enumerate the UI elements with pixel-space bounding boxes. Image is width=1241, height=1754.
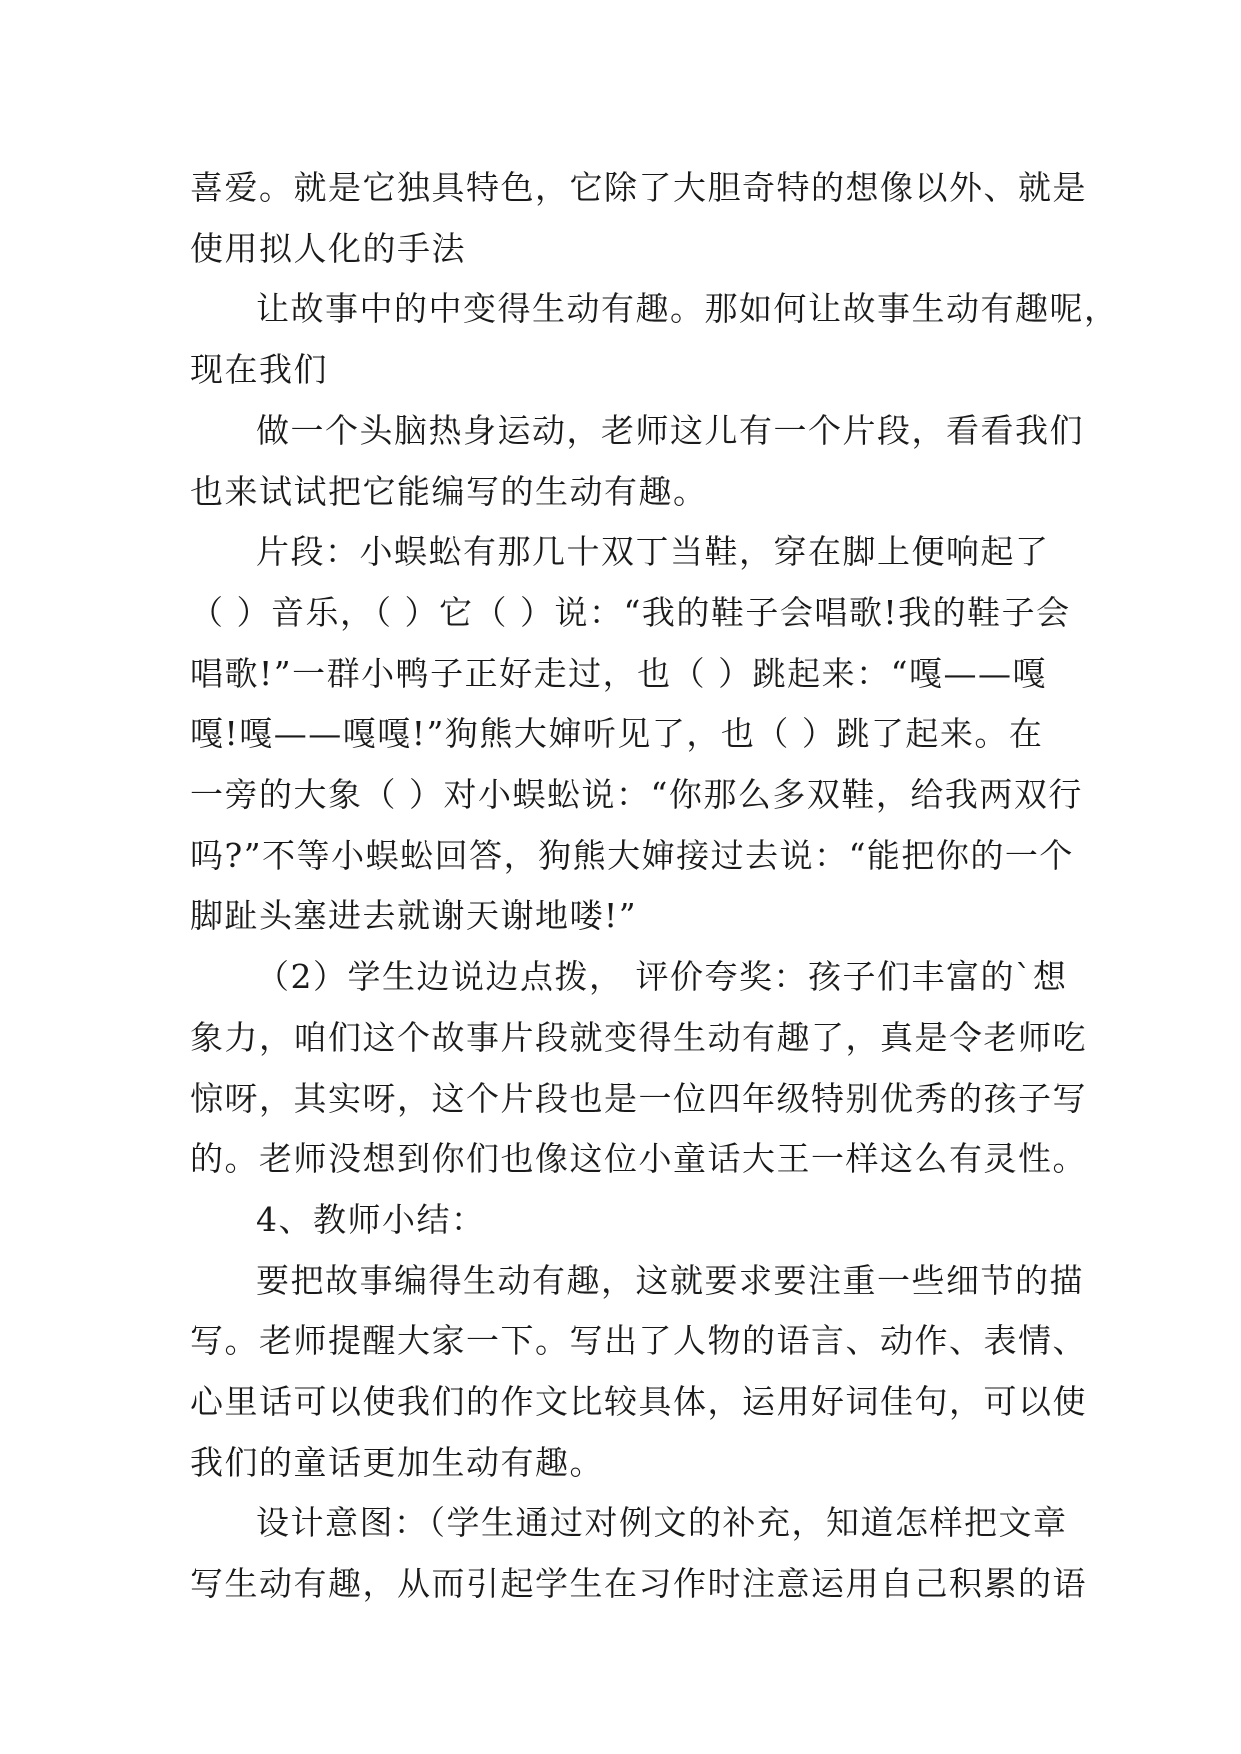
paragraph [190, 158, 1087, 279]
text-line: 惊呀，其实呀，这个片段也是一位四年级特别优秀的孩子写 [190, 1078, 1087, 1118]
text-line: 4、教师小结： [256, 1199, 486, 1239]
text-line: 的。老师没想到你们也像这位小童话大王一样这么有灵性。 [190, 1139, 1087, 1179]
text-line: 也来试试把它能编写的生动有趣。 [190, 471, 708, 511]
paragraph [190, 1190, 1070, 1251]
text-line: 吗?”不等小蜈蚣回答，狗熊大婶接过去说：“能把你的一个 [190, 835, 1074, 875]
text-line: （ ）音乐，（ ）它（ ）说：“我的鞋子会唱歌!我的鞋子会 [190, 592, 1071, 632]
text-line: 现在我们 [190, 350, 328, 390]
text-line: 使用拟人化的手法 [190, 228, 466, 268]
paragraph [190, 947, 1087, 1190]
text-line: 心里话可以使我们的作文比较具体，运用好词佳句，可以使 [190, 1382, 1087, 1422]
paragraph [190, 522, 1083, 947]
text-line: （2）学生边说边点拨， 评价夸奖：孩子们丰富的`想 [256, 957, 1068, 997]
text-line: 片段：小蜈蚣有那几十双丁当鞋，穿在脚上便响起了 [256, 532, 1050, 572]
text-line: 我们的童话更加生动有趣。 [190, 1442, 604, 1482]
paragraph [190, 279, 1119, 400]
paragraph [190, 1251, 1087, 1494]
paragraph [190, 1493, 1087, 1614]
document-body [190, 158, 1119, 1615]
text-line: 设计意图：（学生通过对例文的补充，知道怎样把文章 [256, 1503, 1068, 1543]
text-line: 嘎!嘎——嘎嘎!”狗熊大婶听见了，也（ ）跳了起来。在 [190, 714, 1044, 754]
text-line: 要把故事编得生动有趣，这就要求要注重一些细节的描 [256, 1260, 1084, 1300]
text-line: 脚趾头塞进去就谢天谢地喽!” [190, 896, 638, 936]
text-line: 喜爱。就是它独具特色，它除了大胆奇特的想像以外、就是 [190, 168, 1087, 207]
paragraph [190, 401, 1084, 522]
text-line: 一旁的大象（ ）对小蜈蚣说：“你那么多双鞋，给我两双行 [190, 775, 1083, 815]
text-line: 写生动有趣，从而引起学生在习作时注意运用自己积累的语 [190, 1564, 1087, 1604]
text-line: 唱歌!”一群小鸭子正好走过，也（ ）跳起来：“嘎——嘎 [190, 653, 1047, 693]
text-line: 让故事中的中变得生动有趣。那如何让故事生动有趣呢， [256, 289, 1119, 329]
text-line: 做一个头脑热身运动，老师这儿有一个片段，看看我们 [256, 410, 1084, 450]
text-line: 象力，咱们这个故事片段就变得生动有趣了，真是令老师吃 [190, 1017, 1087, 1057]
text-line: 写。老师提醒大家一下。写出了人物的语言、动作、表情、 [190, 1321, 1087, 1361]
